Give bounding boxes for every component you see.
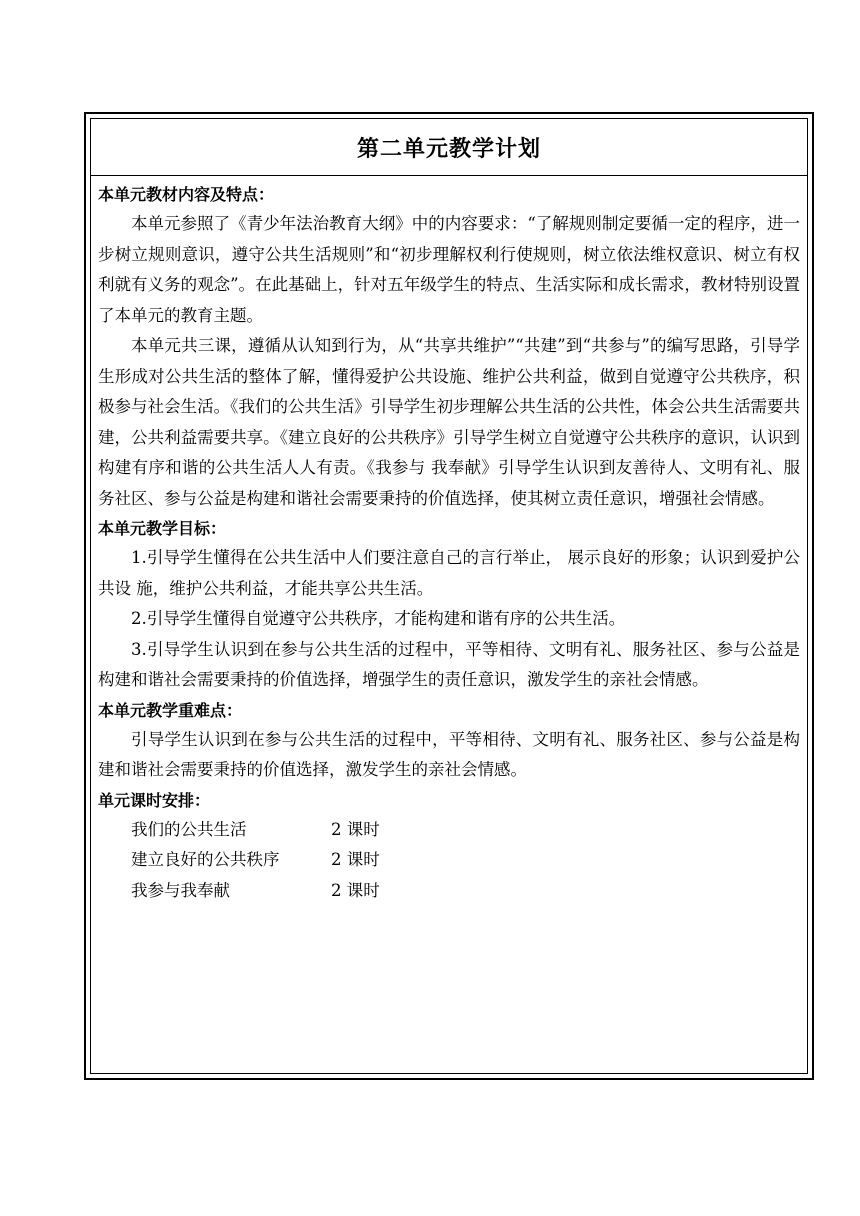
difficulties-paragraph: 引导学生认识到在参与公共生活的过程中，平等相待、文明有礼、服务社区、参与公益是构建和谐社会需要秉持的价值选择，激发学生的亲社会情感。 (98, 729, 800, 779)
plan-outer-frame (84, 112, 814, 1080)
schedule-lesson: 建立良好的公共秩序 (131, 850, 280, 869)
schedule-lesson: 我参与我奉献 (131, 880, 230, 900)
title-row (91, 119, 807, 176)
page-title: 第二单元教学计划 (356, 136, 541, 162)
schedule-hours: 2 课时 (331, 819, 380, 839)
goal-item-2: 2.引导学生懂得自觉遵守公共秩序，才能构建和谐有序的公共生活。 (131, 609, 626, 628)
schedule-heading: 单元课时安排： (98, 790, 211, 810)
schedule-row (98, 815, 800, 846)
difficulties-heading: 本单元教学重难点： (98, 700, 243, 720)
content-paragraph-1: 本单元参照了《青少年法治教育大纲》中的内容要求：“了解规则制定要循一定的程序，进一步树立规则意识，遵守公共生活规则”和“初步理解权利行使规则，树立依法维权意识、树立有权利就有义务的观念”。在此基础上，针对五年级学生的特点、生活实际和成长需求，教材特别设置了本单元的教育主题。 (98, 214, 800, 325)
schedule-lesson: 我们的公共生活 (131, 819, 247, 839)
plan-body (91, 176, 807, 906)
schedule-hours: 2 课时 (331, 880, 380, 900)
plan-table (90, 118, 808, 1074)
goal-item-3: 3.引导学生认识到在参与公共生活的过程中，平等相待、文明有礼、服务社区、参与公益是构建和谐社会需要秉持的价值选择，增强学生的责任意识，激发学生的亲社会情感。 (98, 639, 800, 689)
content-paragraph-2: 本单元共三课，遵循从认知到行为，从“共享共维护”“共建”到“共参与”的编写思路，引导学生形成对公共生活的整体了解，懂得爱护公共设施、维护公共利益，做到自觉遵守公共秩序，积极参与社会生活。《我们的公共生活》引导学生初步理解公共生活的公共性，体会公共生活需要共建，公共利益需要共享。《建立良好的公共秩序》引导学生树立自觉遵守公共秩序的意识，认识到构建有序和谐的公共生活人人有责。《我参与 我奉献》引导学生认识到友善待人、文明有礼、服务社区、参与公益是构建和谐社会需要秉持的价值选择，使其树立责任意识，增强社会情感。 (98, 336, 800, 508)
schedule-hours: 2 课时 (331, 850, 380, 869)
schedule-row (98, 876, 800, 907)
schedule-row (98, 845, 800, 876)
goals-heading: 本单元教学目标： (98, 519, 227, 538)
goal-item-1: 1.引导学生懂得在公共生活中人们要注意自己的言行举止， 展示良好的形象；认识到爱护公共设 施，维护公共利益，才能共享公共生活。 (98, 548, 800, 598)
content-heading: 本单元教材内容及特点： (98, 185, 275, 204)
